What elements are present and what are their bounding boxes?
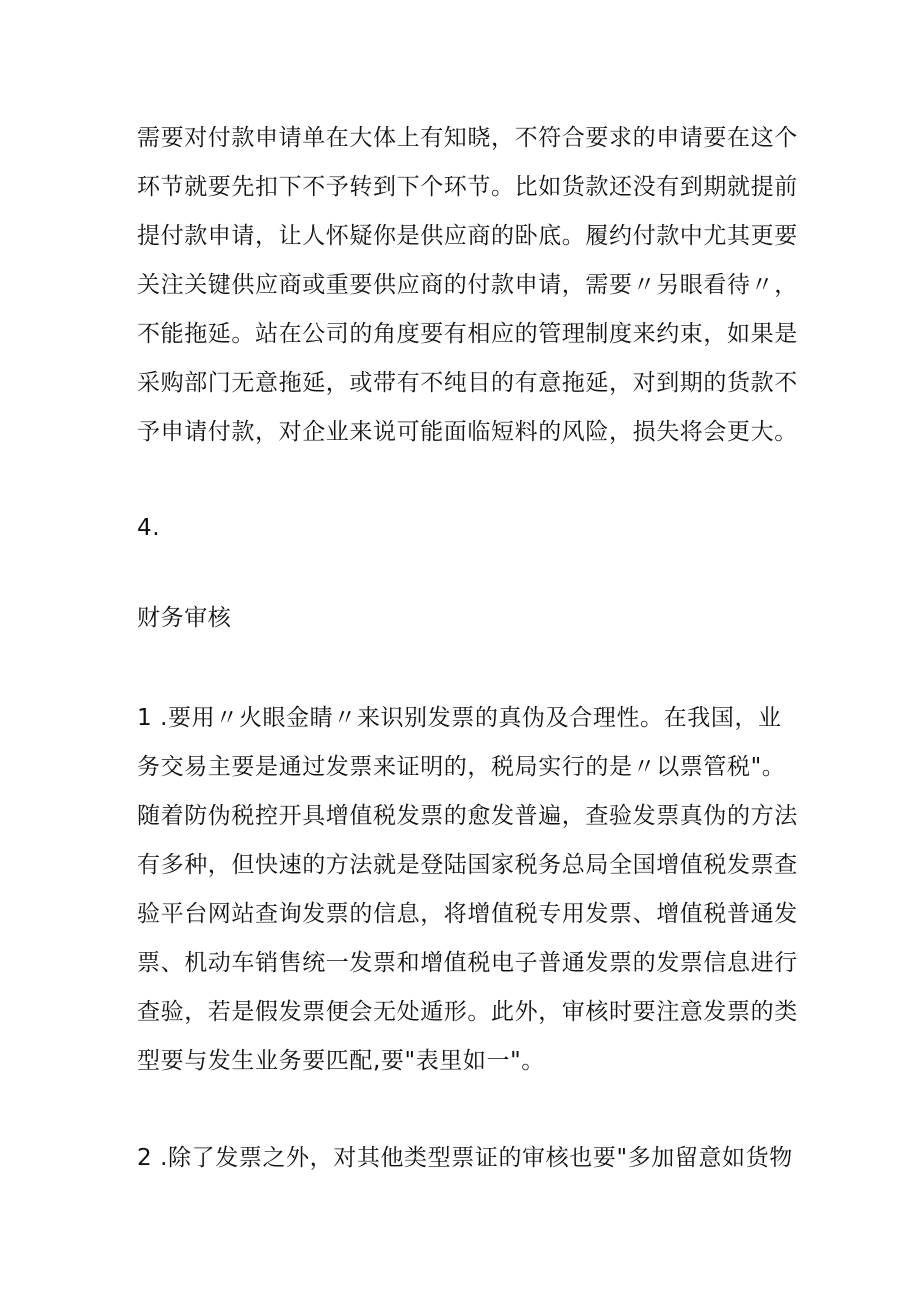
text-line: 2 .除了发票之外，对其他类型票证的审核也要"多加留意如货物 [137,1145,793,1171]
text-line: 采购部门无意拖延，或带有不纯目的有意拖延，对到期的货款不 [137,370,798,396]
text-line: 有多种，但快速的方法就是登陆国家税务总局全国增值税发票查 [137,852,798,878]
text-line: 随着防伪税控开具增值税发票的愈发普遍，查验发票真伪的方法 [137,803,798,829]
text-line: 需要对付款申请单在大体上有知晓，不符合要求的申请要在这个 [137,125,798,151]
text-line: 票、机动车销售统一发票和增值税电子普通发票的发票信息进行 [137,950,798,976]
text-line: 不能拖延。站在公司的角度要有相应的管理制度来约束，如果是 [137,321,798,347]
text-line: 予申请付款，对企业来说可能面临短料的风险，损失将会更大。 [137,419,798,445]
section-number: 4. [137,515,161,541]
text-line: 型要与发生业务要匹配,要"表里如一"。 [137,1048,545,1074]
text-line: 关注关键供应商或重要供应商的付款申请，需要〃另眼看待〃， [137,272,798,298]
text-line: 环节就要先扣下不予转到下个环节。比如货款还没有到期就提前 [137,174,798,200]
text-line: 务交易主要是通过发票来证明的，税局实行的是〃以票管税"。 [137,754,786,780]
text-line: 提付款申请，让人怀疑你是供应商的卧底。履约付款中尤其更要 [137,223,798,249]
text-line: 查验，若是假发票便会无处遁形。此外，审核时要注意发票的类 [137,999,798,1025]
text-line: 1 .要用〃火眼金睛〃来识别发票的真伪及合理性。在我国，业 [137,705,782,731]
section-title: 财务审核 [137,605,232,631]
text-line: 验平台网站查询发票的信息，将增值税专用发票、增值税普通发 [137,901,798,927]
